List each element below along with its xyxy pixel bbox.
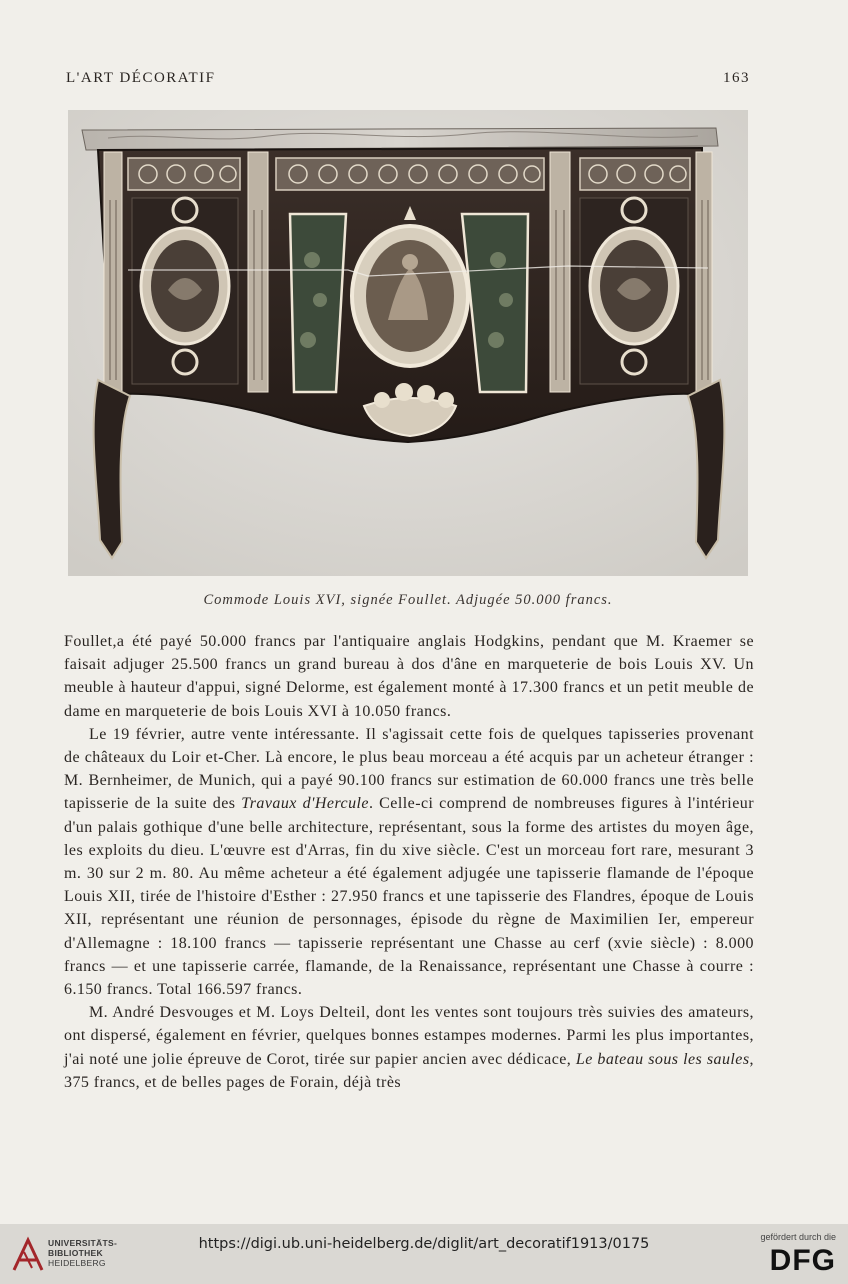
italic-title: Travaux d'Hercule [241, 795, 369, 813]
figure-caption: Commode Louis XVI, signée Foullet. Adjugée 50.000 francs. [203, 592, 613, 608]
commode-illustration [68, 110, 748, 576]
paragraph-1: Foullet,a été payé 50.000 francs par l'antiquaire anglais Hodgkins, pendant que M. Kraemer se faisait adjuger 25.500 francs un grand bureau à dos d'âne en marqueterie de bois Louis XV. Un meuble à hauteur d'appui, signé Delorme, est également monté à 17.300 francs et un petit meuble de dame en marqueterie de bois Louis XVI à 10.050 francs. [64, 633, 754, 720]
running-header [66, 70, 750, 92]
commode-photograph [68, 110, 748, 576]
permalink-url[interactable]: https://digi.ub.uni-heidelberg.de/diglit/art_decoratif1913/0175 [198, 1236, 650, 1252]
article-body [64, 630, 754, 1094]
paragraph-2: Le 19 février, autre vente intéressante. Il s'agissait cette fois de quelques tapisseries provenant de châteaux du Loir et-Cher. Là encore, le plus beau morceau a été acquis par un acheteur étranger : M. Bernheimer, de Munich, qui a payé 90.100 francs sur estimation de 60.000 francs une très belle tapisserie de la suite des Travaux d'Hercule. Celle-ci comprend de nombreuses figures à l'intérieur d'un palais gothique d'une belle architecture, représentant, sous la forme des artistes du moyen âge, les exploits du dieu. L'œuvre est d'Arras, fin du xive siècle. C'est un morceau fort rare, mesurant 3 m. 30 sur 2 m. 80. Au même acheteur a été également adjugée une tapisserie flamande de l'époque Louis XII, tirée de l'histoire d'Esther : 27.950 francs et une tapisserie des Flandres, époque de Louis XII, représentant une réunion de personnages, épisode du règne de Maximilien Ier, empereur d'Allemagne : 18.100 francs — tapisserie représentant une Chasse au cerf (xvie siècle) : 8.000 francs — et une tapisserie carrée, flamande, de la Renaissance, représentant une Chasse à courre : 6.150 francs. Total 166.597 francs. [64, 725, 754, 999]
running-title: L'ART DÉCORATIF [66, 70, 216, 86]
dfg-logo: DFG [769, 1244, 836, 1277]
digitization-footer [0, 1224, 848, 1284]
funding-label: gefördert durch die [760, 1232, 836, 1242]
italic-title: Le bateau sous les saules [575, 1050, 750, 1068]
paragraph-3: M. André Desvouges et M. Loys Delteil, dont les ventes sont toujours très suivies des amateurs, ont dispersé, également en février, quelques bonnes estampes modernes. Parmi les plus importantes, j'ai noté une jolie épreuve de Corot, tirée sur papier ancien avec dédicace, Le bateau sous les saules, 375 francs, et de belles pages de Forain, déjà très [64, 1004, 754, 1091]
library-name: UNIVERSITÄTS- BIBLIOTHEK HEIDELBERG [48, 1238, 118, 1268]
page-number: 163 [723, 70, 750, 86]
